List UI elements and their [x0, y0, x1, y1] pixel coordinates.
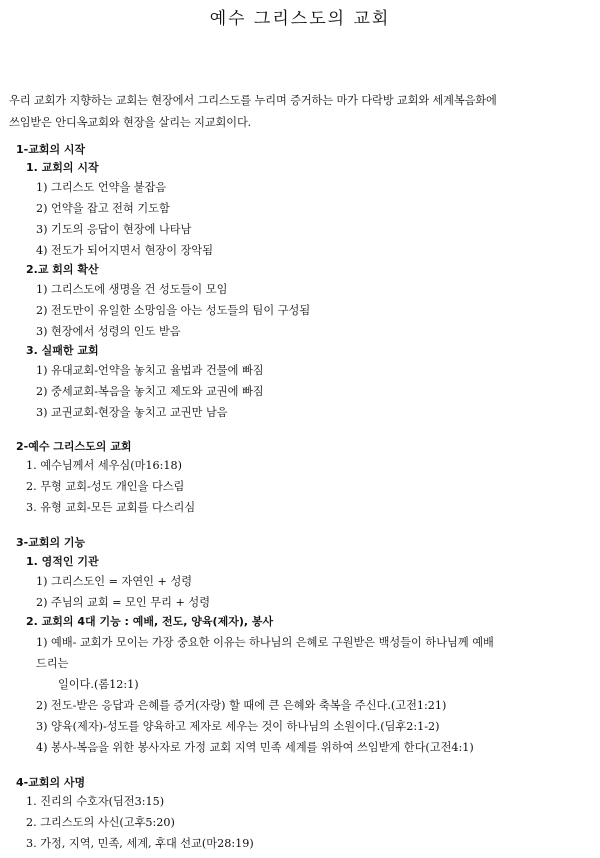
list-item: 2) 전도만이 유일한 소망임을 아는 성도들의 팀이 구성됨 [36, 304, 311, 317]
list-item: 드리는 [36, 657, 69, 670]
list-item: 1) 그리스도 언약을 붙잡음 [36, 181, 167, 194]
list-item: 3) 기도의 응답이 현장에 나타남 [36, 223, 192, 236]
list-item: 3. 유형 교회-모든 교회를 다스리심 [26, 501, 196, 514]
list-item: 1) 유대교회-언약을 놓치고 율법과 건물에 빠짐 [36, 364, 264, 377]
list-item: 2) 주님의 교회 = 모인 무리 + 성령 [36, 596, 211, 609]
section-heading: 3-교회의 기능 [16, 536, 86, 549]
section-heading: 1-교회의 시작 [16, 143, 86, 156]
list-item: 3) 현장에서 성령의 인도 받음 [36, 325, 181, 338]
list-item: 1) 그리스도인 = 자연인 + 성령 [36, 575, 193, 588]
section-heading: 2-예수 그리스도의 교회 [16, 440, 132, 453]
subsection-heading: 2.교 회의 확산 [26, 263, 99, 276]
list-item: 2) 전도-받은 응답과 은혜를 증거(자랑) 할 때에 큰 은혜와 축복을 주신다.(고전1:21) [36, 699, 447, 712]
intro-paragraph [9, 90, 595, 134]
list-item: 3) 양육(제자)-성도를 양육하고 제자로 세우는 것이 하나님의 소원이다.(딤후2:1-2) [36, 720, 440, 733]
list-item: 3) 교권교회-현장을 놓치고 교권만 남음 [36, 406, 228, 419]
subsection-heading: 2. 교회의 4대 기능 : 예배, 전도, 양육(제자), 봉사 [26, 615, 274, 628]
list-item: 1. 진리의 수호자(딤전3:15) [26, 795, 165, 808]
list-item: 1) 그리스도에 생명을 건 성도들이 모임 [36, 283, 228, 296]
subsection-heading: 1. 영적인 기관 [26, 555, 99, 568]
intro-line: 쓰임받은 안디옥교회와 현장을 살리는 지교회이다. [9, 116, 252, 129]
page-title: 예수 그리스도의 교회 [209, 9, 391, 29]
list-item: 일이다.(롬12:1) [58, 678, 139, 691]
list-item: 1) 예배- 교회가 모이는 가장 중요한 이유는 하나님의 은혜로 구원받은 백성들이 하나님께 예배 [36, 636, 494, 649]
list-item: 2) 중세교회-복음을 놓치고 제도와 교권에 빠짐 [36, 385, 264, 398]
list-item: 4) 전도가 되어지면서 현장이 장악됨 [36, 244, 214, 257]
list-item: 3. 가정, 지역, 민족, 세계, 후대 선교(마28:19) [26, 837, 254, 850]
list-item: 4) 봉사-복음을 위한 봉사자로 가정 교회 지역 민족 세계를 위하여 쓰임받게 한다(고전4:1) [36, 741, 474, 754]
subsection-heading: 1. 교회의 시작 [26, 161, 99, 174]
list-item: 2) 언약을 잡고 전혀 기도함 [36, 202, 170, 215]
subsection-heading: 3. 실패한 교회 [26, 344, 99, 357]
section-heading: 4-교회의 사명 [16, 776, 86, 789]
list-item: 2. 무형 교회-성도 개인을 다스림 [26, 480, 185, 493]
list-item: 2. 그리스도의 사신(고후5:20) [26, 816, 175, 829]
list-item: 1. 예수님께서 세우심(마16:18) [26, 459, 183, 472]
intro-line: 우리 교회가 지향하는 교회는 현장에서 그리스도를 누리며 증거하는 마가 다락방 교회와 세계복음화에 [9, 94, 497, 107]
